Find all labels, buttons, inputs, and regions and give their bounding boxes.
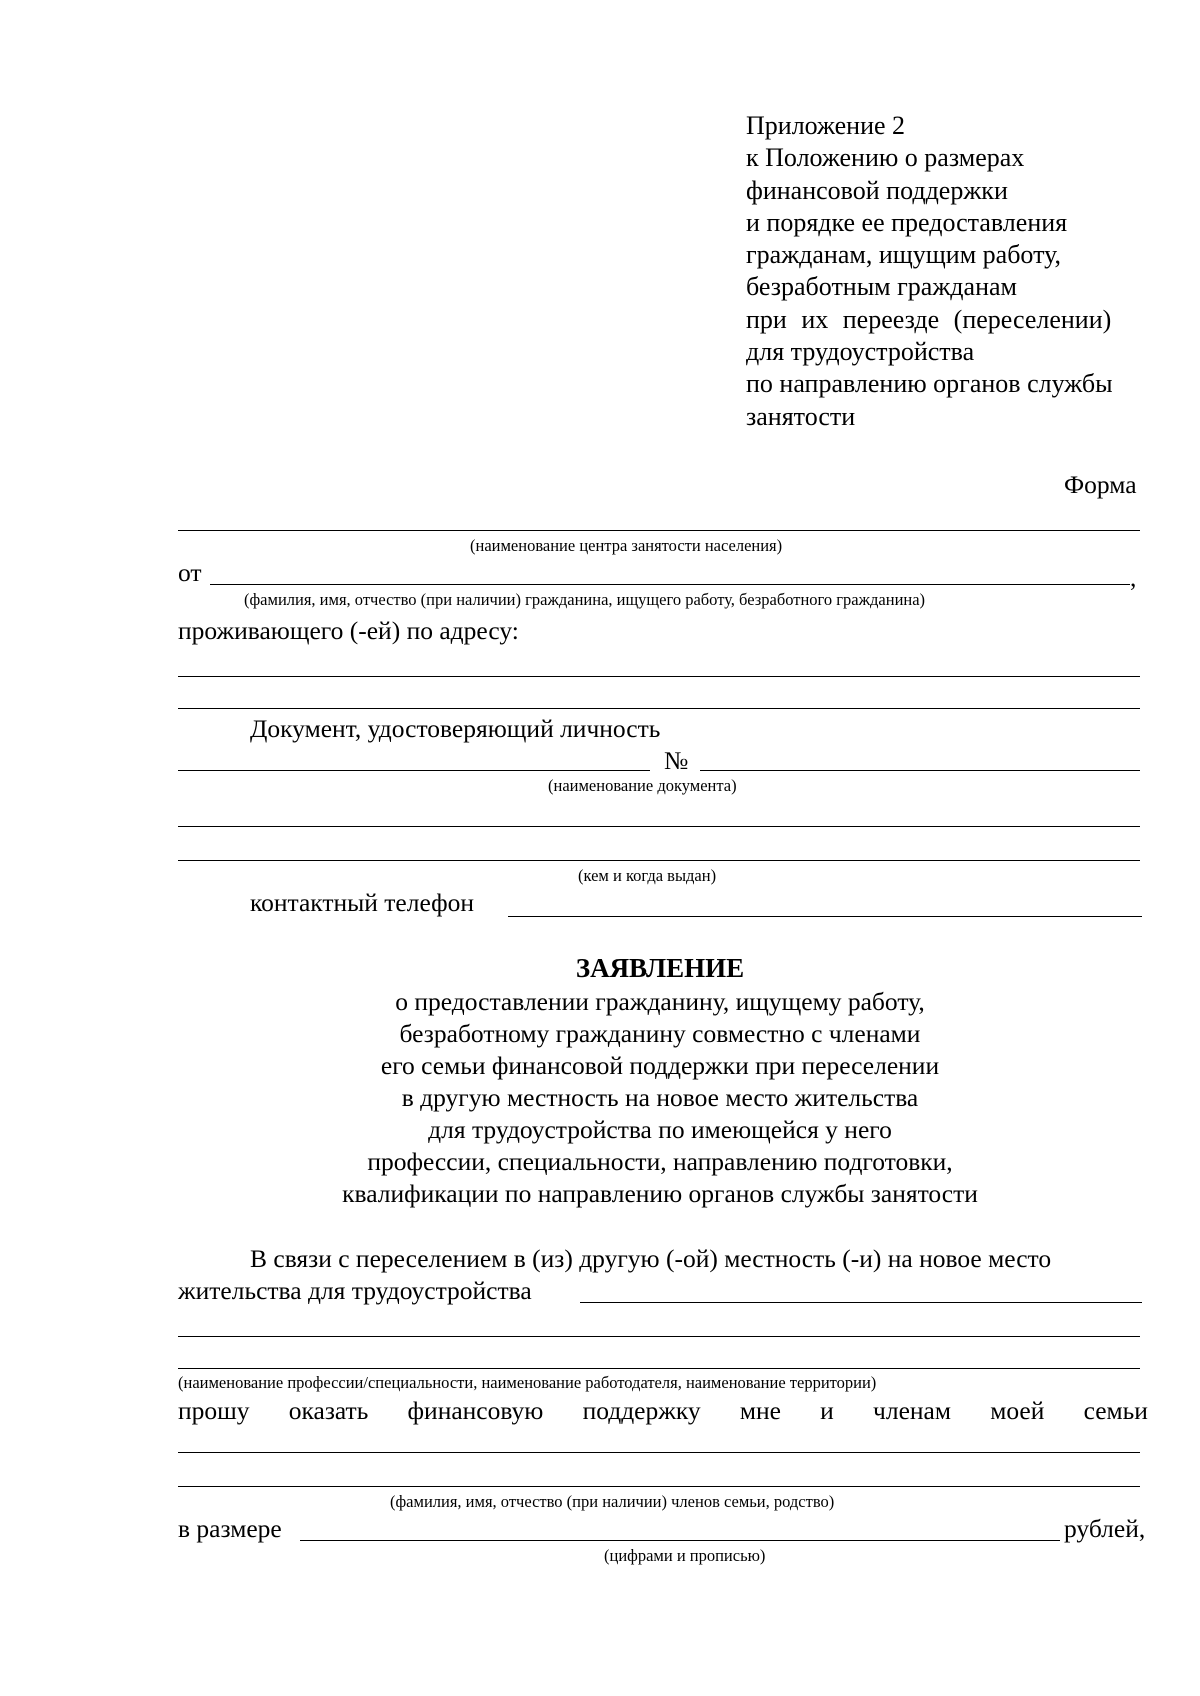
header-line: при их переезде (переселении) xyxy=(746,304,1112,334)
issued-by-field-1[interactable] xyxy=(178,826,1140,827)
subtitle-line: квалификации по направлению органов службы занятости xyxy=(342,1179,978,1208)
center-name-caption: (наименование центра занятости населения) xyxy=(470,536,783,555)
number-sign: № xyxy=(664,746,689,775)
header-line: Приложение 2 xyxy=(746,111,906,140)
header-line: по направлению органов службы xyxy=(746,369,1113,399)
header-line: безработным гражданам xyxy=(746,272,1017,302)
relocation-field-3[interactable] xyxy=(178,1368,1140,1369)
citizen-name-field[interactable] xyxy=(210,584,1130,585)
request-word: оказать xyxy=(288,1396,369,1425)
family-field-1[interactable] xyxy=(178,1452,1140,1453)
phone-label: контактный телефон xyxy=(250,888,474,917)
request-word: поддержку xyxy=(582,1396,701,1425)
statement-title: ЗАЯВЛЕНИЕ xyxy=(575,953,745,983)
id-document-label: Документ, удостоверяющий личность xyxy=(250,714,661,743)
issued-caption: (кем и когда выдан) xyxy=(578,866,717,885)
request-word: мне xyxy=(739,1396,781,1425)
subtitle-line: его семьи финансовой поддержки при переселении xyxy=(380,1051,940,1080)
request-word: семьи xyxy=(1083,1396,1148,1425)
appendix-header xyxy=(746,110,1113,433)
address-field-2[interactable] xyxy=(178,708,1140,709)
id-document-number-field[interactable] xyxy=(700,770,1140,771)
header-line: и порядке ее предоставления xyxy=(746,207,1068,237)
subtitle-line: профессии, специальности, направлению подготовки, xyxy=(367,1147,953,1176)
citizen-name-caption: (фамилия, имя, отчество (при наличии) гражданина, ищущего работу, безработного гражданина) xyxy=(244,590,926,609)
profession-caption: (наименование профессии/специальности, наименование работодателя, наименование территории) xyxy=(178,1373,877,1392)
paragraph-1-line-2: жительства для трудоустройства xyxy=(178,1276,532,1305)
request-word: финансовую xyxy=(407,1396,544,1425)
request-line xyxy=(178,1396,1148,1426)
form-label: Форма xyxy=(1064,470,1137,499)
subtitle-line: для трудоустройства по имеющейся у него xyxy=(428,1115,892,1144)
request-word: прошу xyxy=(178,1396,250,1425)
relocation-field-2[interactable] xyxy=(178,1336,1140,1337)
currency-label: рублей, xyxy=(1064,1514,1146,1543)
paragraph-1-line-1: В связи с переселением в (из) другую (-ой) местность (-и) на новое место xyxy=(250,1244,1052,1273)
request-word: моей xyxy=(990,1396,1045,1425)
family-caption: (фамилия, имя, отчество (при наличии) членов семьи, родство) xyxy=(390,1492,835,1511)
subtitle-line: о предоставлении гражданину, ищущему работу, xyxy=(395,987,925,1016)
header-line: к Положению о размерах xyxy=(746,143,1025,173)
issued-by-field-2[interactable] xyxy=(178,860,1140,861)
document-name-caption: (наименование документа) xyxy=(548,776,737,795)
header-line: занятости xyxy=(746,401,856,431)
amount-field[interactable] xyxy=(300,1540,1060,1541)
phone-field[interactable] xyxy=(508,916,1142,917)
header-line: финансовой поддержки xyxy=(746,175,1008,205)
header-line: для трудоустройства xyxy=(746,337,975,367)
amount-label: в размере xyxy=(178,1514,282,1543)
relocation-field-1[interactable] xyxy=(580,1302,1142,1303)
header-line: гражданам, ищущим работу, xyxy=(746,240,1062,270)
address-label: проживающего (-ей) по адресу: xyxy=(178,616,519,645)
comma: , xyxy=(1130,563,1137,592)
request-word: и xyxy=(820,1396,834,1425)
id-document-name-field[interactable] xyxy=(178,770,650,771)
family-field-2[interactable] xyxy=(178,1486,1140,1487)
center-name-field[interactable] xyxy=(178,530,1140,531)
from-label: от xyxy=(178,558,202,587)
amount-caption: (цифрами и прописью) xyxy=(604,1546,766,1565)
request-word: членам xyxy=(873,1396,951,1425)
address-field-1[interactable] xyxy=(178,676,1140,677)
subtitle-line: безработному гражданину совместно с членами xyxy=(399,1019,921,1048)
subtitle-line: в другую местность на новое место жительства xyxy=(401,1083,919,1112)
statement-subtitle xyxy=(300,986,1020,1210)
